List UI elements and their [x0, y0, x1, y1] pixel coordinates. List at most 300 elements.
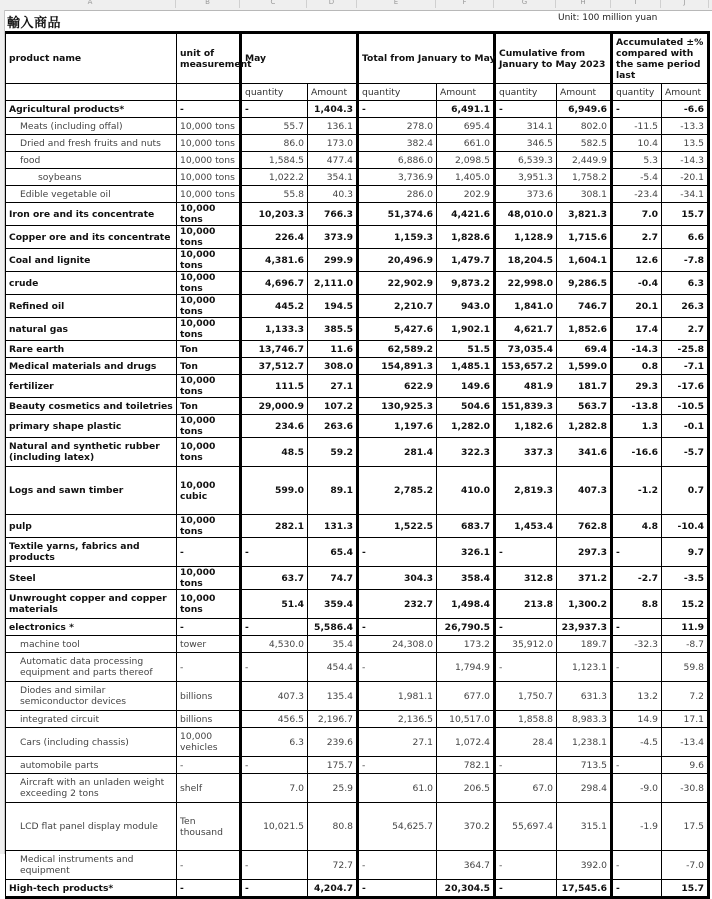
may-amount-cell[interactable]: 766.3 [308, 203, 358, 226]
cumulative-quantity-cell[interactable]: - [495, 653, 557, 682]
cumulative-quantity-cell[interactable]: 18,204.5 [495, 249, 557, 272]
may-quantity-cell[interactable]: - [241, 101, 308, 118]
accumulated-amount-cell[interactable]: -3.5 [662, 567, 709, 590]
accumulated-amount-cell[interactable]: -34.1 [662, 186, 709, 203]
may-amount-cell[interactable]: 135.4 [308, 682, 358, 711]
may-quantity-cell[interactable]: - [241, 653, 308, 682]
total-quantity-cell[interactable]: 278.0 [358, 118, 437, 135]
header-accumulated[interactable]: Accumulated ±% compared with the same period last [612, 33, 709, 84]
may-quantity-cell[interactable]: 599.0 [241, 467, 308, 515]
unit-cell[interactable]: 10,000 tons [177, 203, 241, 226]
cumulative-quantity-cell[interactable]: 153,657.2 [495, 358, 557, 375]
may-quantity-cell[interactable]: - [241, 880, 308, 898]
accumulated-amount-cell[interactable]: -7.1 [662, 358, 709, 375]
accumulated-quantity-cell[interactable]: 0.8 [612, 358, 662, 375]
cumulative-amount-cell[interactable]: 1,123.1 [557, 653, 612, 682]
product-name-cell[interactable]: Automatic data processing equipment and parts thereof [6, 653, 177, 682]
accumulated-quantity-cell[interactable]: -14.3 [612, 341, 662, 358]
unit-cell[interactable]: 10,000 tons [177, 295, 241, 318]
total-amount-cell[interactable]: 1,282.0 [437, 415, 495, 438]
may-quantity-cell[interactable]: 55.8 [241, 186, 308, 203]
unit-cell[interactable]: Ton [177, 341, 241, 358]
may-amount-cell[interactable]: 131.3 [308, 515, 358, 538]
cumulative-quantity-cell[interactable]: 35,912.0 [495, 636, 557, 653]
accumulated-amount-cell[interactable]: -25.8 [662, 341, 709, 358]
may-amount-cell[interactable]: 359.4 [308, 590, 358, 619]
subheader-total-quantity[interactable]: quantity [358, 84, 437, 101]
column-header-b[interactable]: B [176, 0, 240, 8]
total-quantity-cell[interactable]: 1,522.5 [358, 515, 437, 538]
unit-cell[interactable]: 10,000 vehicles [177, 728, 241, 757]
unit-cell[interactable]: 10,000 tons [177, 226, 241, 249]
cumulative-quantity-cell[interactable]: 481.9 [495, 375, 557, 398]
may-quantity-cell[interactable]: 1,584.5 [241, 152, 308, 169]
subheader-total-amount[interactable]: Amount [437, 84, 495, 101]
product-name-cell[interactable]: pulp [6, 515, 177, 538]
cumulative-quantity-cell[interactable]: - [495, 538, 557, 567]
total-amount-cell[interactable]: 782.1 [437, 757, 495, 774]
product-name-cell[interactable]: Cars (including chassis) [6, 728, 177, 757]
total-amount-cell[interactable]: 206.5 [437, 774, 495, 803]
accumulated-quantity-cell[interactable]: -2.7 [612, 567, 662, 590]
total-quantity-cell[interactable]: 62,589.2 [358, 341, 437, 358]
product-name-cell[interactable]: Diodes and similar semiconductor devices [6, 682, 177, 711]
may-amount-cell[interactable]: 25.9 [308, 774, 358, 803]
total-amount-cell[interactable]: 26,790.5 [437, 619, 495, 636]
product-name-cell[interactable]: Aircraft with an unladen weight exceeding 2 tons [6, 774, 177, 803]
product-name-cell[interactable]: Natural and synthetic rubber (including latex) [6, 438, 177, 467]
total-quantity-cell[interactable]: 6,886.0 [358, 152, 437, 169]
unit-cell[interactable]: 10,000 tons [177, 118, 241, 135]
accumulated-amount-cell[interactable]: -6.6 [662, 101, 709, 118]
accumulated-quantity-cell[interactable]: -16.6 [612, 438, 662, 467]
accumulated-amount-cell[interactable]: -8.7 [662, 636, 709, 653]
cumulative-amount-cell[interactable]: 762.8 [557, 515, 612, 538]
may-quantity-cell[interactable]: - [241, 757, 308, 774]
unit-cell[interactable]: 10,000 tons [177, 186, 241, 203]
cumulative-amount-cell[interactable]: 1,852.6 [557, 318, 612, 341]
total-quantity-cell[interactable]: 1,159.3 [358, 226, 437, 249]
cumulative-quantity-cell[interactable]: 1,128.9 [495, 226, 557, 249]
total-amount-cell[interactable]: 20,304.5 [437, 880, 495, 898]
total-quantity-cell[interactable]: 5,427.6 [358, 318, 437, 341]
product-name-cell[interactable]: Dried and fresh fruits and nuts [6, 135, 177, 152]
total-quantity-cell[interactable]: 20,496.9 [358, 249, 437, 272]
product-name-cell[interactable]: integrated circuit [6, 711, 177, 728]
unit-note[interactable]: Unit: 100 million yuan [558, 13, 658, 23]
may-amount-cell[interactable]: 74.7 [308, 567, 358, 590]
accumulated-quantity-cell[interactable]: 14.9 [612, 711, 662, 728]
column-header-h[interactable]: H [556, 0, 611, 8]
product-name-cell[interactable]: soybeans [6, 169, 177, 186]
cumulative-quantity-cell[interactable]: - [495, 757, 557, 774]
may-amount-cell[interactable]: 173.0 [308, 135, 358, 152]
cumulative-quantity-cell[interactable]: 373.6 [495, 186, 557, 203]
total-amount-cell[interactable]: 149.6 [437, 375, 495, 398]
total-amount-cell[interactable]: 1,828.6 [437, 226, 495, 249]
cumulative-quantity-cell[interactable]: 67.0 [495, 774, 557, 803]
may-amount-cell[interactable]: 477.4 [308, 152, 358, 169]
accumulated-amount-cell[interactable]: 26.3 [662, 295, 709, 318]
total-amount-cell[interactable]: 173.2 [437, 636, 495, 653]
cumulative-amount-cell[interactable]: 582.5 [557, 135, 612, 152]
subheader-accumulated-amount[interactable]: Amount [662, 84, 709, 101]
sheet-title[interactable]: 輸入商品 [7, 16, 62, 31]
accumulated-quantity-cell[interactable]: -1.9 [612, 803, 662, 851]
product-name-cell[interactable]: primary shape plastic [6, 415, 177, 438]
cumulative-amount-cell[interactable]: 407.3 [557, 467, 612, 515]
total-amount-cell[interactable]: 1,498.4 [437, 590, 495, 619]
cumulative-amount-cell[interactable]: 392.0 [557, 851, 612, 880]
accumulated-amount-cell[interactable]: 15.7 [662, 203, 709, 226]
may-quantity-cell[interactable]: 226.4 [241, 226, 308, 249]
cumulative-amount-cell[interactable]: 3,821.3 [557, 203, 612, 226]
accumulated-amount-cell[interactable]: -10.4 [662, 515, 709, 538]
accumulated-quantity-cell[interactable]: - [612, 101, 662, 118]
cumulative-quantity-cell[interactable]: - [495, 619, 557, 636]
cumulative-quantity-cell[interactable]: 1,750.7 [495, 682, 557, 711]
product-name-cell[interactable]: Coal and lignite [6, 249, 177, 272]
cumulative-amount-cell[interactable]: 341.6 [557, 438, 612, 467]
may-amount-cell[interactable]: 80.8 [308, 803, 358, 851]
cumulative-quantity-cell[interactable]: 6,539.3 [495, 152, 557, 169]
cumulative-quantity-cell[interactable]: - [495, 880, 557, 898]
accumulated-amount-cell[interactable]: 17.1 [662, 711, 709, 728]
total-quantity-cell[interactable]: 3,736.9 [358, 169, 437, 186]
total-amount-cell[interactable]: 1,902.1 [437, 318, 495, 341]
may-quantity-cell[interactable]: - [241, 538, 308, 567]
product-name-cell[interactable]: Beauty cosmetics and toiletries [6, 398, 177, 415]
total-amount-cell[interactable]: 683.7 [437, 515, 495, 538]
unit-cell[interactable]: billions [177, 682, 241, 711]
cumulative-amount-cell[interactable]: 9,286.5 [557, 272, 612, 295]
cumulative-quantity-cell[interactable]: 2,819.3 [495, 467, 557, 515]
product-name-cell[interactable]: electronics * [6, 619, 177, 636]
product-name-cell[interactable]: natural gas [6, 318, 177, 341]
accumulated-amount-cell[interactable]: -13.4 [662, 728, 709, 757]
accumulated-quantity-cell[interactable]: -1.2 [612, 467, 662, 515]
column-header-a[interactable]: A [5, 0, 176, 8]
accumulated-amount-cell[interactable]: 0.7 [662, 467, 709, 515]
may-quantity-cell[interactable]: 13,746.7 [241, 341, 308, 358]
accumulated-quantity-cell[interactable]: -9.0 [612, 774, 662, 803]
total-quantity-cell[interactable]: - [358, 538, 437, 567]
accumulated-quantity-cell[interactable]: 20.1 [612, 295, 662, 318]
unit-cell[interactable]: tower [177, 636, 241, 653]
cumulative-amount-cell[interactable]: 802.0 [557, 118, 612, 135]
cumulative-amount-cell[interactable]: 371.2 [557, 567, 612, 590]
total-amount-cell[interactable]: 9,873.2 [437, 272, 495, 295]
accumulated-amount-cell[interactable]: 6.3 [662, 272, 709, 295]
product-name-cell[interactable]: Copper ore and its concentrate [6, 226, 177, 249]
cumulative-quantity-cell[interactable]: 73,035.4 [495, 341, 557, 358]
total-quantity-cell[interactable]: 61.0 [358, 774, 437, 803]
cumulative-amount-cell[interactable]: 297.3 [557, 538, 612, 567]
may-quantity-cell[interactable]: 234.6 [241, 415, 308, 438]
may-amount-cell[interactable]: 11.6 [308, 341, 358, 358]
cumulative-quantity-cell[interactable]: 337.3 [495, 438, 557, 467]
may-quantity-cell[interactable]: 111.5 [241, 375, 308, 398]
product-name-cell[interactable]: Agricultural products* [6, 101, 177, 118]
may-amount-cell[interactable]: 239.6 [308, 728, 358, 757]
unit-cell[interactable]: 10,000 tons [177, 590, 241, 619]
may-quantity-cell[interactable]: 456.5 [241, 711, 308, 728]
may-amount-cell[interactable]: 136.1 [308, 118, 358, 135]
total-quantity-cell[interactable]: 622.9 [358, 375, 437, 398]
subheader-cumulative-quantity[interactable]: quantity [495, 84, 557, 101]
may-amount-cell[interactable]: 2,111.0 [308, 272, 358, 295]
cumulative-quantity-cell[interactable]: - [495, 101, 557, 118]
subheader-may-amount[interactable]: Amount [308, 84, 358, 101]
cumulative-amount-cell[interactable]: 2,449.9 [557, 152, 612, 169]
cumulative-amount-cell[interactable]: 181.7 [557, 375, 612, 398]
accumulated-amount-cell[interactable]: -10.5 [662, 398, 709, 415]
may-amount-cell[interactable]: 65.4 [308, 538, 358, 567]
cumulative-amount-cell[interactable]: 17,545.6 [557, 880, 612, 898]
unit-cell[interactable]: 10,000 tons [177, 567, 241, 590]
may-quantity-cell[interactable]: 407.3 [241, 682, 308, 711]
total-quantity-cell[interactable]: - [358, 880, 437, 898]
total-amount-cell[interactable]: 1,479.7 [437, 249, 495, 272]
unit-cell[interactable]: Ton [177, 358, 241, 375]
accumulated-quantity-cell[interactable]: -5.4 [612, 169, 662, 186]
cumulative-amount-cell[interactable]: 308.1 [557, 186, 612, 203]
total-amount-cell[interactable]: 1,794.9 [437, 653, 495, 682]
accumulated-quantity-cell[interactable]: - [612, 757, 662, 774]
may-quantity-cell[interactable]: 86.0 [241, 135, 308, 152]
cumulative-amount-cell[interactable]: 563.7 [557, 398, 612, 415]
accumulated-quantity-cell[interactable]: -32.3 [612, 636, 662, 653]
accumulated-amount-cell[interactable]: -5.7 [662, 438, 709, 467]
may-amount-cell[interactable]: 89.1 [308, 467, 358, 515]
total-quantity-cell[interactable]: - [358, 619, 437, 636]
cumulative-amount-cell[interactable]: 631.3 [557, 682, 612, 711]
product-name-cell[interactable]: Medical instruments and equipment [6, 851, 177, 880]
may-quantity-cell[interactable]: 55.7 [241, 118, 308, 135]
cumulative-quantity-cell[interactable]: 1,841.0 [495, 295, 557, 318]
cumulative-amount-cell[interactable]: 69.4 [557, 341, 612, 358]
cumulative-amount-cell[interactable]: 315.1 [557, 803, 612, 851]
total-quantity-cell[interactable]: 382.4 [358, 135, 437, 152]
may-amount-cell[interactable]: 385.5 [308, 318, 358, 341]
total-amount-cell[interactable]: 322.3 [437, 438, 495, 467]
total-quantity-cell[interactable]: 232.7 [358, 590, 437, 619]
subheader-cumulative-amount[interactable]: Amount [557, 84, 612, 101]
may-quantity-cell[interactable]: 29,000.9 [241, 398, 308, 415]
total-quantity-cell[interactable]: - [358, 101, 437, 118]
accumulated-quantity-cell[interactable]: -0.4 [612, 272, 662, 295]
unit-cell[interactable]: - [177, 880, 241, 898]
cumulative-quantity-cell[interactable]: 1,182.6 [495, 415, 557, 438]
header-total[interactable]: Total from January to May [358, 33, 495, 84]
cumulative-quantity-cell[interactable]: - [495, 851, 557, 880]
may-quantity-cell[interactable]: 63.7 [241, 567, 308, 590]
product-name-cell[interactable]: fertilizer [6, 375, 177, 398]
may-quantity-cell[interactable]: 1,022.2 [241, 169, 308, 186]
cumulative-amount-cell[interactable]: 23,937.3 [557, 619, 612, 636]
product-name-cell[interactable]: crude [6, 272, 177, 295]
total-amount-cell[interactable]: 358.4 [437, 567, 495, 590]
accumulated-quantity-cell[interactable]: 12.6 [612, 249, 662, 272]
may-quantity-cell[interactable]: - [241, 619, 308, 636]
total-amount-cell[interactable]: 364.7 [437, 851, 495, 880]
product-name-cell[interactable]: Steel [6, 567, 177, 590]
unit-cell[interactable]: 10,000 tons [177, 249, 241, 272]
may-quantity-cell[interactable]: 4,696.7 [241, 272, 308, 295]
unit-cell[interactable]: - [177, 851, 241, 880]
total-quantity-cell[interactable]: 286.0 [358, 186, 437, 203]
total-amount-cell[interactable]: 1,405.0 [437, 169, 495, 186]
column-header-d[interactable]: D [307, 0, 357, 8]
total-amount-cell[interactable]: 695.4 [437, 118, 495, 135]
cumulative-amount-cell[interactable]: 1,599.0 [557, 358, 612, 375]
may-amount-cell[interactable]: 59.2 [308, 438, 358, 467]
total-quantity-cell[interactable]: 1,981.1 [358, 682, 437, 711]
accumulated-amount-cell[interactable]: 11.9 [662, 619, 709, 636]
accumulated-amount-cell[interactable]: -0.1 [662, 415, 709, 438]
accumulated-amount-cell[interactable]: 15.7 [662, 880, 709, 898]
product-name-cell[interactable]: LCD flat panel display module [6, 803, 177, 851]
cumulative-quantity-cell[interactable]: 3,951.3 [495, 169, 557, 186]
may-quantity-cell[interactable]: 4,381.6 [241, 249, 308, 272]
total-amount-cell[interactable]: 677.0 [437, 682, 495, 711]
total-quantity-cell[interactable]: 22,902.9 [358, 272, 437, 295]
may-quantity-cell[interactable]: 445.2 [241, 295, 308, 318]
accumulated-amount-cell[interactable]: -13.3 [662, 118, 709, 135]
accumulated-quantity-cell[interactable]: 4.8 [612, 515, 662, 538]
may-amount-cell[interactable]: 194.5 [308, 295, 358, 318]
accumulated-quantity-cell[interactable]: -13.8 [612, 398, 662, 415]
accumulated-quantity-cell[interactable]: 2.7 [612, 226, 662, 249]
unit-cell[interactable]: - [177, 619, 241, 636]
unit-cell[interactable]: billions [177, 711, 241, 728]
accumulated-amount-cell[interactable]: -7.0 [662, 851, 709, 880]
total-quantity-cell[interactable]: 154,891.3 [358, 358, 437, 375]
unit-cell[interactable]: 10,000 tons [177, 438, 241, 467]
total-quantity-cell[interactable]: 54,625.7 [358, 803, 437, 851]
cumulative-quantity-cell[interactable]: 1,858.8 [495, 711, 557, 728]
total-amount-cell[interactable]: 1,072.4 [437, 728, 495, 757]
accumulated-amount-cell[interactable]: 9.7 [662, 538, 709, 567]
accumulated-amount-cell[interactable]: -30.8 [662, 774, 709, 803]
cumulative-amount-cell[interactable]: 1,715.6 [557, 226, 612, 249]
unit-cell[interactable]: - [177, 101, 241, 118]
total-amount-cell[interactable]: 661.0 [437, 135, 495, 152]
accumulated-amount-cell[interactable]: 9.6 [662, 757, 709, 774]
unit-cell[interactable]: 10,000 tons [177, 415, 241, 438]
column-header-e[interactable]: E [357, 0, 436, 8]
may-amount-cell[interactable]: 107.2 [308, 398, 358, 415]
total-quantity-cell[interactable]: 24,308.0 [358, 636, 437, 653]
total-amount-cell[interactable]: 410.0 [437, 467, 495, 515]
header-may[interactable]: May [241, 33, 358, 84]
cumulative-quantity-cell[interactable]: 213.8 [495, 590, 557, 619]
unit-cell[interactable]: Ten thousand [177, 803, 241, 851]
header-unit[interactable]: unit of measurement [177, 33, 241, 84]
product-name-cell[interactable]: automobile parts [6, 757, 177, 774]
cumulative-quantity-cell[interactable]: 1,453.4 [495, 515, 557, 538]
accumulated-quantity-cell[interactable]: - [612, 653, 662, 682]
may-quantity-cell[interactable]: 10,203.3 [241, 203, 308, 226]
accumulated-quantity-cell[interactable]: 10.4 [612, 135, 662, 152]
product-name-cell[interactable]: Logs and sawn timber [6, 467, 177, 515]
cumulative-quantity-cell[interactable]: 22,998.0 [495, 272, 557, 295]
subheader-may-quantity[interactable]: quantity [241, 84, 308, 101]
product-name-cell[interactable]: Unwrought copper and copper materials [6, 590, 177, 619]
may-amount-cell[interactable]: 299.9 [308, 249, 358, 272]
total-quantity-cell[interactable]: 51,374.6 [358, 203, 437, 226]
cumulative-amount-cell[interactable]: 713.5 [557, 757, 612, 774]
accumulated-quantity-cell[interactable]: - [612, 880, 662, 898]
product-name-cell[interactable]: machine tool [6, 636, 177, 653]
product-name-cell[interactable]: Meats (including offal) [6, 118, 177, 135]
unit-cell[interactable]: 10,000 tons [177, 272, 241, 295]
total-quantity-cell[interactable]: 2,136.5 [358, 711, 437, 728]
may-amount-cell[interactable]: 27.1 [308, 375, 358, 398]
cumulative-quantity-cell[interactable]: 151,839.3 [495, 398, 557, 415]
may-quantity-cell[interactable]: 7.0 [241, 774, 308, 803]
may-quantity-cell[interactable]: 48.5 [241, 438, 308, 467]
product-name-cell[interactable]: Edible vegetable oil [6, 186, 177, 203]
total-quantity-cell[interactable]: 130,925.3 [358, 398, 437, 415]
product-name-cell[interactable]: food [6, 152, 177, 169]
total-amount-cell[interactable]: 943.0 [437, 295, 495, 318]
product-name-cell[interactable]: Medical materials and drugs [6, 358, 177, 375]
total-amount-cell[interactable]: 10,517.0 [437, 711, 495, 728]
accumulated-quantity-cell[interactable]: 13.2 [612, 682, 662, 711]
column-header-i[interactable]: I [611, 0, 661, 8]
may-amount-cell[interactable]: 308.0 [308, 358, 358, 375]
may-quantity-cell[interactable]: 51.4 [241, 590, 308, 619]
accumulated-amount-cell[interactable]: 59.8 [662, 653, 709, 682]
accumulated-quantity-cell[interactable]: 29.3 [612, 375, 662, 398]
total-amount-cell[interactable]: 2,098.5 [437, 152, 495, 169]
may-amount-cell[interactable]: 354.1 [308, 169, 358, 186]
accumulated-quantity-cell[interactable]: 8.8 [612, 590, 662, 619]
product-name-cell[interactable]: High-tech products* [6, 880, 177, 898]
total-amount-cell[interactable]: 6,491.1 [437, 101, 495, 118]
column-header-j[interactable]: J [661, 0, 709, 8]
subheader-blank[interactable] [177, 84, 241, 101]
accumulated-quantity-cell[interactable]: - [612, 538, 662, 567]
accumulated-amount-cell[interactable]: 2.7 [662, 318, 709, 341]
total-quantity-cell[interactable]: 2,785.2 [358, 467, 437, 515]
may-amount-cell[interactable]: 4,204.7 [308, 880, 358, 898]
product-name-cell[interactable]: Textile yarns, fabrics and products [6, 538, 177, 567]
product-name-cell[interactable]: Rare earth [6, 341, 177, 358]
total-amount-cell[interactable]: 370.2 [437, 803, 495, 851]
cumulative-amount-cell[interactable]: 1,282.8 [557, 415, 612, 438]
total-quantity-cell[interactable]: 304.3 [358, 567, 437, 590]
total-amount-cell[interactable]: 51.5 [437, 341, 495, 358]
unit-cell[interactable]: shelf [177, 774, 241, 803]
total-quantity-cell[interactable]: - [358, 757, 437, 774]
total-amount-cell[interactable]: 326.1 [437, 538, 495, 567]
may-amount-cell[interactable]: 2,196.7 [308, 711, 358, 728]
total-quantity-cell[interactable]: - [358, 851, 437, 880]
total-amount-cell[interactable]: 202.9 [437, 186, 495, 203]
total-quantity-cell[interactable]: 1,197.6 [358, 415, 437, 438]
may-quantity-cell[interactable]: 4,530.0 [241, 636, 308, 653]
may-quantity-cell[interactable]: - [241, 851, 308, 880]
unit-cell[interactable]: 10,000 tons [177, 169, 241, 186]
accumulated-quantity-cell[interactable]: -4.5 [612, 728, 662, 757]
header-product-name[interactable]: product name [6, 33, 177, 84]
accumulated-amount-cell[interactable]: 6.6 [662, 226, 709, 249]
total-quantity-cell[interactable]: 2,210.7 [358, 295, 437, 318]
cumulative-amount-cell[interactable]: 1,604.1 [557, 249, 612, 272]
cumulative-amount-cell[interactable]: 1,238.1 [557, 728, 612, 757]
